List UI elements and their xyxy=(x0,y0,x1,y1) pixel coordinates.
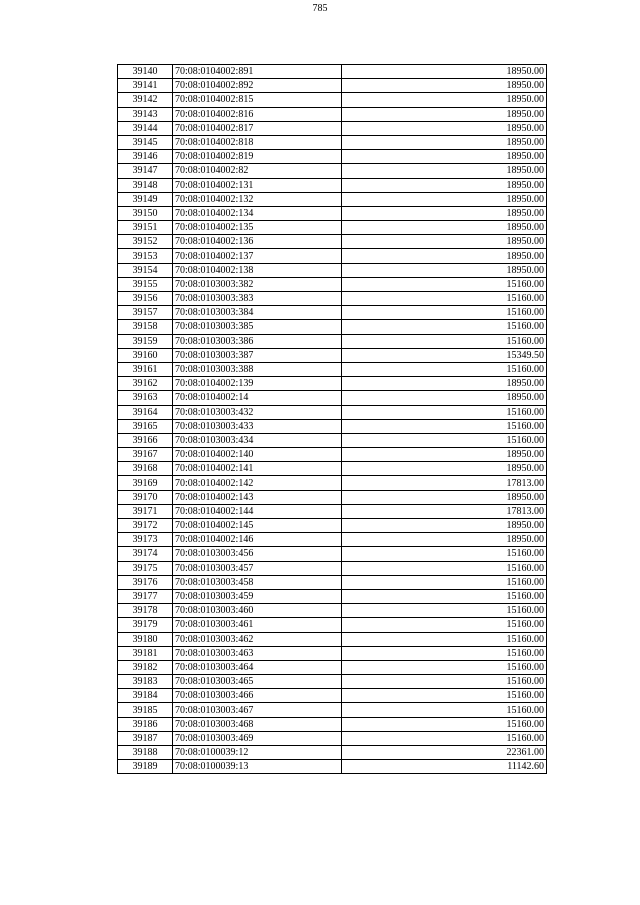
row-number-cell: 39176 xyxy=(118,575,173,589)
table-row xyxy=(118,263,547,277)
cadastral-number-cell: 70:08:0104002:135 xyxy=(173,221,342,235)
cadastral-number-cell: 70:08:0103003:466 xyxy=(173,689,342,703)
row-number-cell: 39142 xyxy=(118,93,173,107)
row-number-cell: 39164 xyxy=(118,405,173,419)
value-cell: 18950.00 xyxy=(342,164,547,178)
row-number-cell: 39179 xyxy=(118,618,173,632)
table-row xyxy=(118,178,547,192)
row-number-cell: 39173 xyxy=(118,533,173,547)
row-number-cell: 39147 xyxy=(118,164,173,178)
value-cell: 17813.00 xyxy=(342,476,547,490)
value-cell: 15160.00 xyxy=(342,646,547,660)
row-number-cell: 39146 xyxy=(118,150,173,164)
table-row xyxy=(118,561,547,575)
cadastral-number-cell: 70:08:0104002:142 xyxy=(173,476,342,490)
table-row xyxy=(118,660,547,674)
value-cell: 15160.00 xyxy=(342,703,547,717)
cadastral-number-cell: 70:08:0104002:141 xyxy=(173,462,342,476)
cadastral-number-cell: 70:08:0104002:138 xyxy=(173,263,342,277)
cadastral-number-cell: 70:08:0103003:433 xyxy=(173,419,342,433)
value-cell: 18950.00 xyxy=(342,135,547,149)
cadastral-number-cell: 70:08:0103003:385 xyxy=(173,320,342,334)
row-number-cell: 39189 xyxy=(118,760,173,774)
cadastral-number-cell: 70:08:0104002:817 xyxy=(173,121,342,135)
cadastral-number-cell: 70:08:0100039:13 xyxy=(173,760,342,774)
row-number-cell: 39171 xyxy=(118,504,173,518)
value-cell: 18950.00 xyxy=(342,462,547,476)
cadastral-number-cell: 70:08:0103003:387 xyxy=(173,348,342,362)
row-number-cell: 39177 xyxy=(118,589,173,603)
row-number-cell: 39152 xyxy=(118,235,173,249)
value-cell: 15160.00 xyxy=(342,320,547,334)
cadastral-value-table xyxy=(117,64,547,774)
cadastral-number-cell: 70:08:0103003:459 xyxy=(173,589,342,603)
cadastral-number-cell: 70:08:0103003:456 xyxy=(173,547,342,561)
cadastral-number-cell: 70:08:0104002:139 xyxy=(173,377,342,391)
value-cell: 18950.00 xyxy=(342,107,547,121)
row-number-cell: 39162 xyxy=(118,377,173,391)
cadastral-number-cell: 70:08:0103003:434 xyxy=(173,433,342,447)
row-number-cell: 39178 xyxy=(118,604,173,618)
table-row xyxy=(118,377,547,391)
table-row xyxy=(118,249,547,263)
row-number-cell: 39145 xyxy=(118,135,173,149)
table-row xyxy=(118,618,547,632)
table-row xyxy=(118,135,547,149)
table-row xyxy=(118,604,547,618)
table-row xyxy=(118,277,547,291)
table-row xyxy=(118,675,547,689)
cadastral-number-cell: 70:08:0104002:134 xyxy=(173,206,342,220)
table-row xyxy=(118,79,547,93)
value-cell: 15160.00 xyxy=(342,433,547,447)
cadastral-number-cell: 70:08:0103003:467 xyxy=(173,703,342,717)
cadastral-number-cell: 70:08:0104002:146 xyxy=(173,533,342,547)
table-row xyxy=(118,121,547,135)
row-number-cell: 39154 xyxy=(118,263,173,277)
table-row xyxy=(118,547,547,561)
cadastral-number-cell: 70:08:0104002:891 xyxy=(173,65,342,79)
row-number-cell: 39153 xyxy=(118,249,173,263)
table-row xyxy=(118,221,547,235)
value-cell: 15160.00 xyxy=(342,675,547,689)
table-row xyxy=(118,362,547,376)
value-cell: 15160.00 xyxy=(342,419,547,433)
cadastral-number-cell: 70:08:0104002:145 xyxy=(173,519,342,533)
row-number-cell: 39180 xyxy=(118,632,173,646)
value-cell: 18950.00 xyxy=(342,448,547,462)
value-cell: 15160.00 xyxy=(342,547,547,561)
row-number-cell: 39140 xyxy=(118,65,173,79)
value-cell: 22361.00 xyxy=(342,746,547,760)
row-number-cell: 39148 xyxy=(118,178,173,192)
table-row xyxy=(118,575,547,589)
table-row xyxy=(118,433,547,447)
value-cell: 15160.00 xyxy=(342,561,547,575)
cadastral-number-cell: 70:08:0104002:140 xyxy=(173,448,342,462)
cadastral-number-cell: 70:08:0103003:382 xyxy=(173,277,342,291)
cadastral-number-cell: 70:08:0103003:462 xyxy=(173,632,342,646)
row-number-cell: 39182 xyxy=(118,660,173,674)
row-number-cell: 39181 xyxy=(118,646,173,660)
row-number-cell: 39166 xyxy=(118,433,173,447)
value-cell: 18950.00 xyxy=(342,533,547,547)
cadastral-number-cell: 70:08:0104002:144 xyxy=(173,504,342,518)
table-row xyxy=(118,717,547,731)
cadastral-number-cell: 70:08:0103003:460 xyxy=(173,604,342,618)
value-cell: 15160.00 xyxy=(342,362,547,376)
table-row xyxy=(118,405,547,419)
table-row xyxy=(118,476,547,490)
value-cell: 15160.00 xyxy=(342,660,547,674)
row-number-cell: 39184 xyxy=(118,689,173,703)
value-cell: 15349.50 xyxy=(342,348,547,362)
row-number-cell: 39151 xyxy=(118,221,173,235)
table-row xyxy=(118,462,547,476)
value-cell: 18950.00 xyxy=(342,178,547,192)
cadastral-number-cell: 70:08:0104002:818 xyxy=(173,135,342,149)
value-cell: 15160.00 xyxy=(342,604,547,618)
row-number-cell: 39141 xyxy=(118,79,173,93)
value-cell: 15160.00 xyxy=(342,277,547,291)
row-number-cell: 39168 xyxy=(118,462,173,476)
cadastral-number-cell: 70:08:0104002:132 xyxy=(173,192,342,206)
value-cell: 15160.00 xyxy=(342,589,547,603)
cadastral-number-cell: 70:08:0103003:384 xyxy=(173,306,342,320)
table-row xyxy=(118,490,547,504)
cadastral-number-cell: 70:08:0103003:458 xyxy=(173,575,342,589)
cadastral-number-cell: 70:08:0103003:432 xyxy=(173,405,342,419)
cadastral-number-cell: 70:08:0103003:383 xyxy=(173,292,342,306)
table-row xyxy=(118,150,547,164)
value-cell: 18950.00 xyxy=(342,221,547,235)
table-row xyxy=(118,107,547,121)
value-cell: 18950.00 xyxy=(342,65,547,79)
table-row xyxy=(118,703,547,717)
table-row xyxy=(118,760,547,774)
row-number-cell: 39150 xyxy=(118,206,173,220)
value-cell: 18950.00 xyxy=(342,235,547,249)
value-cell: 15160.00 xyxy=(342,731,547,745)
table-row xyxy=(118,306,547,320)
table-row xyxy=(118,391,547,405)
value-cell: 18950.00 xyxy=(342,519,547,533)
value-cell: 18950.00 xyxy=(342,150,547,164)
table-row xyxy=(118,164,547,178)
table-row xyxy=(118,504,547,518)
cadastral-number-cell: 70:08:0103003:465 xyxy=(173,675,342,689)
row-number-cell: 39185 xyxy=(118,703,173,717)
table-row xyxy=(118,731,547,745)
table-row xyxy=(118,632,547,646)
value-cell: 15160.00 xyxy=(342,689,547,703)
row-number-cell: 39183 xyxy=(118,675,173,689)
table-row xyxy=(118,419,547,433)
row-number-cell: 39155 xyxy=(118,277,173,291)
cadastral-number-cell: 70:08:0104002:815 xyxy=(173,93,342,107)
value-cell: 18950.00 xyxy=(342,192,547,206)
row-number-cell: 39165 xyxy=(118,419,173,433)
table-row xyxy=(118,746,547,760)
cadastral-number-cell: 70:08:0104002:136 xyxy=(173,235,342,249)
row-number-cell: 39159 xyxy=(118,334,173,348)
table-body xyxy=(118,65,547,774)
value-cell: 15160.00 xyxy=(342,575,547,589)
table-row xyxy=(118,65,547,79)
value-cell: 15160.00 xyxy=(342,292,547,306)
value-cell: 15160.00 xyxy=(342,717,547,731)
row-number-cell: 39163 xyxy=(118,391,173,405)
cadastral-number-cell: 70:08:0104002:14 xyxy=(173,391,342,405)
cadastral-number-cell: 70:08:0103003:469 xyxy=(173,731,342,745)
row-number-cell: 39143 xyxy=(118,107,173,121)
value-cell: 18950.00 xyxy=(342,249,547,263)
row-number-cell: 39187 xyxy=(118,731,173,745)
value-cell: 18950.00 xyxy=(342,263,547,277)
value-cell: 18950.00 xyxy=(342,490,547,504)
table-row xyxy=(118,206,547,220)
table-row xyxy=(118,519,547,533)
row-number-cell: 39156 xyxy=(118,292,173,306)
table-row xyxy=(118,589,547,603)
value-cell: 18950.00 xyxy=(342,93,547,107)
row-number-cell: 39172 xyxy=(118,519,173,533)
value-cell: 18950.00 xyxy=(342,206,547,220)
row-number-cell: 39161 xyxy=(118,362,173,376)
cadastral-number-cell: 70:08:0104002:143 xyxy=(173,490,342,504)
row-number-cell: 39186 xyxy=(118,717,173,731)
row-number-cell: 39169 xyxy=(118,476,173,490)
row-number-cell: 39174 xyxy=(118,547,173,561)
table-row xyxy=(118,292,547,306)
cadastral-number-cell: 70:08:0103003:457 xyxy=(173,561,342,575)
cadastral-number-cell: 70:08:0104002:892 xyxy=(173,79,342,93)
cadastral-number-cell: 70:08:0104002:816 xyxy=(173,107,342,121)
row-number-cell: 39144 xyxy=(118,121,173,135)
row-number-cell: 39167 xyxy=(118,448,173,462)
cadastral-number-cell: 70:08:0104002:819 xyxy=(173,150,342,164)
table-row xyxy=(118,334,547,348)
row-number-cell: 39170 xyxy=(118,490,173,504)
row-number-cell: 39158 xyxy=(118,320,173,334)
row-number-cell: 39157 xyxy=(118,306,173,320)
table-row xyxy=(118,320,547,334)
value-cell: 17813.00 xyxy=(342,504,547,518)
cadastral-number-cell: 70:08:0103003:461 xyxy=(173,618,342,632)
table-row xyxy=(118,235,547,249)
table-row xyxy=(118,646,547,660)
cadastral-number-cell: 70:08:0100039:12 xyxy=(173,746,342,760)
cadastral-number-cell: 70:08:0103003:386 xyxy=(173,334,342,348)
value-cell: 18950.00 xyxy=(342,79,547,93)
table-row xyxy=(118,689,547,703)
page-number: 785 xyxy=(312,3,328,14)
value-cell: 18950.00 xyxy=(342,391,547,405)
table-row xyxy=(118,448,547,462)
row-number-cell: 39160 xyxy=(118,348,173,362)
value-cell: 11142.60 xyxy=(342,760,547,774)
cadastral-number-cell: 70:08:0104002:82 xyxy=(173,164,342,178)
value-cell: 15160.00 xyxy=(342,405,547,419)
value-cell: 15160.00 xyxy=(342,632,547,646)
cadastral-number-cell: 70:08:0103003:468 xyxy=(173,717,342,731)
cadastral-number-cell: 70:08:0104002:131 xyxy=(173,178,342,192)
value-cell: 15160.00 xyxy=(342,334,547,348)
table-row xyxy=(118,533,547,547)
cadastral-number-cell: 70:08:0103003:464 xyxy=(173,660,342,674)
value-cell: 15160.00 xyxy=(342,306,547,320)
row-number-cell: 39175 xyxy=(118,561,173,575)
value-cell: 15160.00 xyxy=(342,618,547,632)
table-row xyxy=(118,192,547,206)
cadastral-number-cell: 70:08:0104002:137 xyxy=(173,249,342,263)
row-number-cell: 39149 xyxy=(118,192,173,206)
row-number-cell: 39188 xyxy=(118,746,173,760)
cadastral-number-cell: 70:08:0103003:463 xyxy=(173,646,342,660)
table-row xyxy=(118,348,547,362)
cadastral-number-cell: 70:08:0103003:388 xyxy=(173,362,342,376)
value-cell: 18950.00 xyxy=(342,377,547,391)
value-cell: 18950.00 xyxy=(342,121,547,135)
table-row xyxy=(118,93,547,107)
